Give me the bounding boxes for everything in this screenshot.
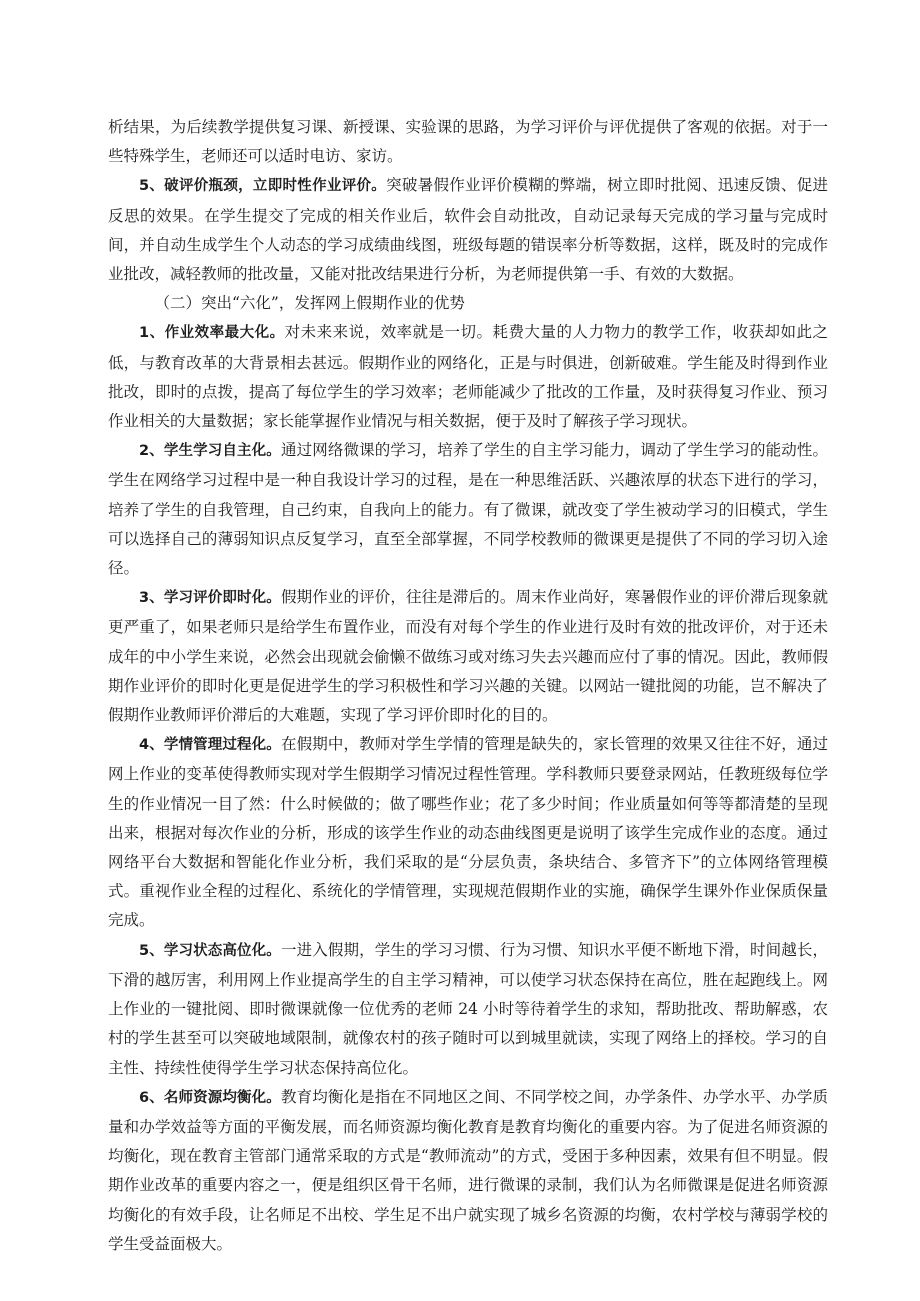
paragraph-process-management [108,730,828,935]
paragraph-instant-evaluation [108,171,828,289]
paragraph-text: 突破暑假作业评价模糊的弊端，树立即时批阅、迅速反馈、促进反思的效果。在学生提交了完成的相关作业后，软件会自动批改，自动记录每天完成的学习量与完成时间，并自动生成学生个人动态的学习成绩曲线图，班级每题的错误率分析等数据，这样，既及时的完成作业批改，减轻教师的批改量，又能对批改结果进行分析，为老师提供第一手、有效的大数据。 [108,176,828,284]
paragraph-lead: 5、破评价瓶颈，立即时性作业评价。 [139,178,387,195]
paragraph-text: 对未来来说，效率就是一切。耗费大量的人力物力的教学工作，收获却如此之低，与教育改革的大背景相去甚远。假期作业的网络化，正是与时俱进，创新破难。学生能及时得到作业批改，即时的点拨，提高了每位学生的学习效率；老师能减少了批改的工作量，及时获得复习作业、预习作业相关的大量数据；家长能掌握作业情况与相关数据，便于及时了解孩子学习现状。 [108,323,828,431]
paragraph-text: 析结果，为后续教学提供复习课、新授课、实验课的思路，为学习评价与评优提供了客观的依据。对于一些特殊学生，老师还可以适时电访、家访。 [108,118,828,166]
paragraph-lead: 2、学生学习自主化。 [139,443,281,460]
paragraph-high-state [108,936,828,1083]
paragraph-text: 一进入假期，学生的学习习惯、行为习惯、知识水平便不断地下滑，时间越长，下滑的越厉害，利用网上作业提高学生的自主学习精神，可以使学习状态保持在高位，胜在起跑线上。网上作业的一键批阅、即时微课就像一位优秀的老师 24 小时等待着学生的求知，帮助批改、帮助解惑，农村的学生甚至可以突破地域限制，就像农村的孩子随时可以到城里就读，实现了网络上的择校。学习的自主性、持续性使得学生学习状态保持高位化。 [108,940,828,1077]
paragraph-text: 假期作业的评价，往往是滞后的。周末作业尚好，寒暑假作业的评价滞后现象就更严重了，如果老师只是给学生布置作业，而没有对每个学生的作业进行及时有效的批改评价，对于还未成年的中小学生来说，必然会出现就会偷懒不做练习或对练习失去兴趣而应付了事的情况。因此，教师假期作业评价的即时化更是促进学生的学习积极性和学习兴趣的关键。以网站一键批阅的功能，岂不解决了假期作业教师评价滞后的大难题，实现了学习评价即时化的目的。 [108,588,828,725]
paragraph-timely-evaluation [108,583,828,730]
paragraph-lead: 6、名师资源均衡化。 [139,1089,281,1106]
paragraph-text: 教育均衡化是指在不同地区之间、不同学校之间，办学条件、办学水平、办学质量和办学效益等方面的平衡发展，而名师资源均衡化教育是教育均衡化的重要内容。为了促进名师资源的均衡化，现在教育主管部门通常采取的方式是“教师流动”的方式，受困于多种因素，效果有但不明显。假期作业改革的重要内容之一，便是组织区骨干名师，进行微课的录制，我们认为名师微课是促进名师资源均衡化的有效手段，让名师足不出校、学生足不出户就实现了城乡名资源的均衡，农村学校与薄弱学校的学生受益面极大。 [108,1087,828,1253]
paragraph-continuation [108,113,828,171]
section-heading: （二）突出“六化”，发挥网上假期作业的优势 [154,294,465,313]
paragraph-lead: 4、学情管理过程化。 [139,737,281,754]
paragraph-text: 通过网络微课的学习，培养了学生的自主学习能力，调动了学生学习的能动性。学生在网络学习过程中是一种自我设计学习的过程，是在一种思维活跃、兴趣浓厚的状态下进行的学习，培养了学生的自我管理，自己约束，自我向上的能力。有了微课，就改变了学生被动学习的旧模式，学生可以选择自己的薄弱知识点反复学习，直至全部掌握，不同学校教师的微课更是提供了不同的学习切入途径。 [108,441,828,578]
document-page [108,113,828,1259]
paragraph-resource-balance [108,1083,828,1259]
paragraph-autonomy [108,436,828,583]
paragraph-lead: 3、学习评价即时化。 [139,590,281,607]
paragraph-lead: 1、作业效率最大化。 [139,325,285,342]
paragraph-lead: 5、学习状态高位化。 [139,942,281,959]
paragraph-text: 在假期中，教师对学生学情的管理是缺失的，家长管理的效果又往往不好，通过网上作业的变革使得教师实现对学生假期学习情况过程性管理。学科教师只要登录网站，任教班级每位学生的作业情况一目了然：什么时候做的；做了哪些作业；花了多少时间；作业质量如何等等都清楚的呈现出来，根据对每次作业的分析，形成的该学生作业的动态曲线图更是说明了该学生完成作业的态度。通过网络平台大数据和智能化作业分析，我们采取的是“分层负责，条块结合、多管齐下”的立体网络管理模式。重视作业全程的过程化、系统化的学情管理，实现规范假期作业的实施，确保学生课外作业保质保量完成。 [108,735,828,930]
paragraph-efficiency [108,318,828,436]
